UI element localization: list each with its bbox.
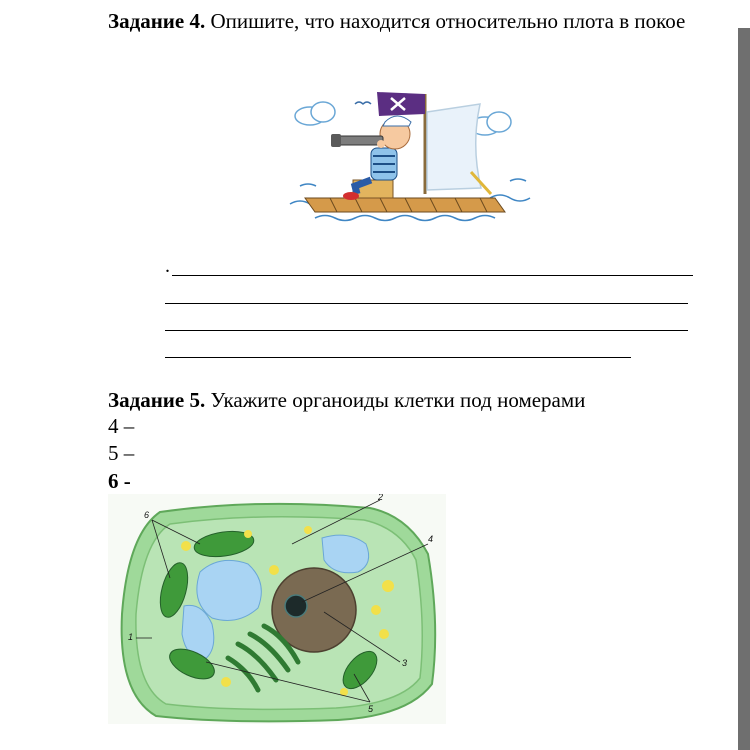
- answer-line: [165, 303, 688, 304]
- task-5-label: Задание 5.: [108, 388, 206, 412]
- answer-line-prefix: .: [165, 255, 170, 277]
- answer-line: [172, 275, 693, 276]
- answer-item-6: 6 -: [108, 469, 131, 493]
- task-4-label: Задание 4.: [108, 9, 206, 33]
- cell-label-6: 6: [144, 510, 150, 520]
- task-5-text: Укажите органоиды клетки под номерами: [205, 388, 586, 412]
- answer-line: [165, 330, 688, 331]
- telescope-icon: [331, 134, 383, 147]
- nucleolus: [285, 595, 307, 617]
- cell-label-2: 2: [378, 494, 384, 502]
- cell-label-3: 3: [402, 658, 408, 668]
- vacuole: [197, 560, 261, 620]
- plant-cell-diagram: [108, 494, 446, 724]
- cell-label-1: 1: [128, 632, 134, 642]
- task-4-heading: [108, 8, 698, 34]
- page-edge: [738, 28, 750, 750]
- raft-illustration: [285, 86, 535, 226]
- cell-label-5: 5: [368, 704, 374, 714]
- answer-item-5: 5 –: [108, 441, 135, 465]
- answer-item-4: 4 –: [108, 414, 135, 438]
- cell-label-4: 4: [428, 534, 434, 544]
- task-4-text: Опишите, что находится относительно плота в покое: [205, 9, 686, 33]
- task-5-heading: [108, 387, 708, 413]
- pirate-flag-icon: [377, 92, 425, 116]
- answer-line: [165, 357, 631, 358]
